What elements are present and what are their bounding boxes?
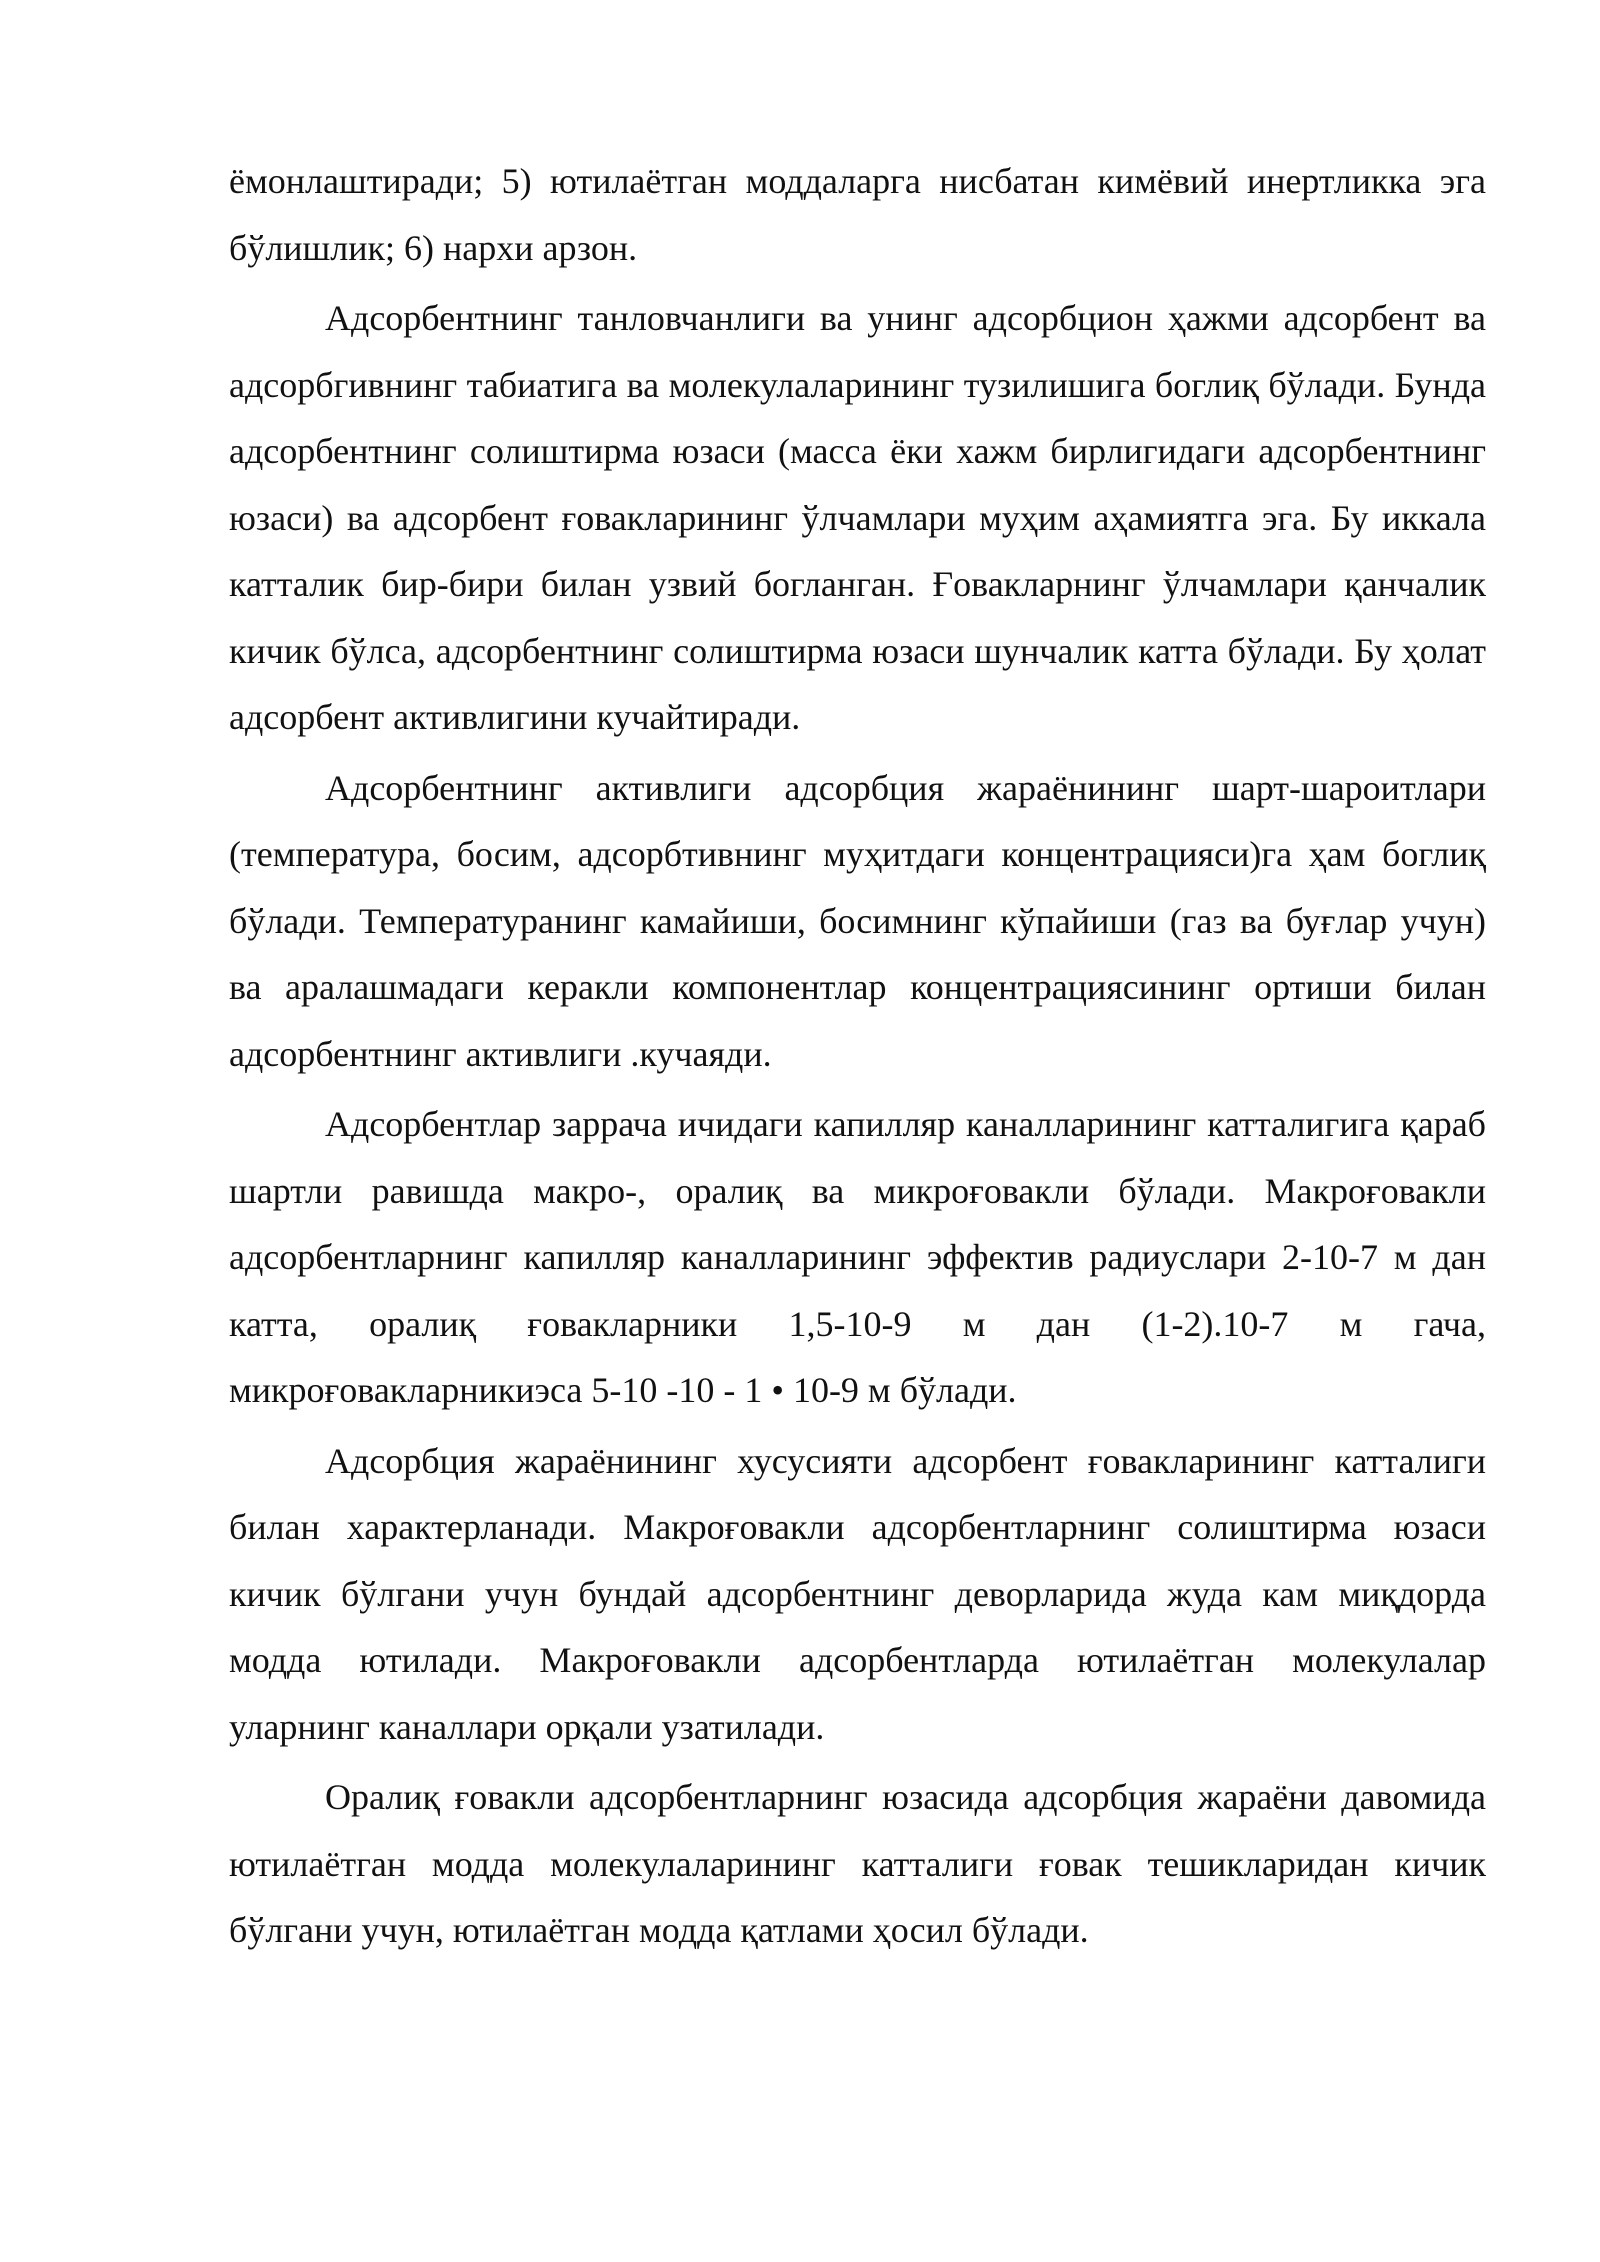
document-body [229,148,1486,1968]
paragraph-pore-classification: Адсорбентлар заррача ичидаги капилляр каналларининг катталигига қараб шартли равишда макро-, оралиқ ва микроғовакли бўлади. Макроғовакли адсорбентларнинг капилляр каналларининг эффектив радиуслари 2-10-7 м дан катта, оралиқ ғовакларники 1,5-10-9 м дан (1-2).10-7 м гача, микроғовакларникиэса 5-10 -10 - 1 • 10-9 м бўлади. [229,1104,1486,1410]
paragraph-adsorbent-selectivity: Адсорбентнинг танловчанлиги ва унинг адсорбцион ҳажми адсорбент ва адсорбгивнинг табиатига ва молекулаларининг тузилишига боглиқ бўлади. Бунда адсорбентнинг солиштирма юзаси (масса ёки хажм бирлигидаги адсорбентнинг юзаси) ва адсорбент ғовакларининг ўлчамлари муҳим аҳамиятга эга. Бу иккала катталик бир-бири билан узвий богланган. Ғовакларнинг ўлчамлари қанчалик кичик бўлса, адсорбентнинг солиштирма юзаси шунчалик катта бўлади. Бу ҳолат адсорбент активлигини кучайтиради. [229,298,1486,737]
paragraph-continuation: ёмонлаштиради; 5) ютилаётган моддаларга нисбатан кимёвий инертликка эга бўлишлик; 6) нархи арзон. [229,161,1486,268]
paragraph-mesoporous: Оралиқ ғовакли адсорбентларнинг юзасида адсорбция жараёни давомида ютилаётган модда молекулаларининг катталиги ғовак тешикларидан кичик бўлгани учун, ютилаётган модда қатлами ҳосил бўлади. [229,1777,1486,1950]
paragraph-adsorbent-activity: Адсорбентнинг активлиги адсорбция жараёнининг шарт-шароитлари (температура, босим, адсорбтивнинг муҳитдаги концентрацияси)га ҳам боглиқ бўлади. Температуранинг камайиши, босимнинг кўпайиши (газ ва буғлар учун) ва аралашмадаги керакли компонентлар концентрациясининг ортиши билан адсорбентнинг активлиги .кучаяди. [229,767,1486,1074]
paragraph-macroporous: Адсорбция жараёнининг хусусияти адсорбент ғовакларининг катталиги билан характерланади. Макроғовакли адсорбентларнинг солиштирма юзаси кичик бўлгани учун бундай адсорбентнинг деворларида жуда кам миқдорда модда ютилади. Макроғовакли адсорбентларда ютилаётган молекулалар уларнинг каналлари орқали узатилади. [229,1440,1486,1747]
